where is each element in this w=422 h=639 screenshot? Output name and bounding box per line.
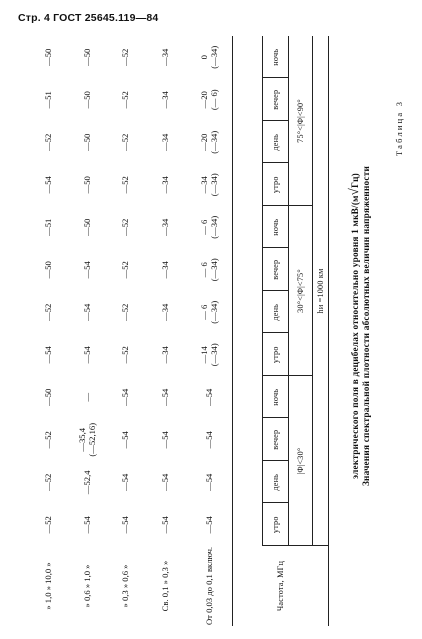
table-cell: —54 [43, 176, 53, 194]
table-cell: —34 [160, 176, 170, 194]
table-cell: —54 [120, 388, 130, 406]
table-cell: —52 [120, 91, 130, 109]
table-cell: —14 (—34) [199, 343, 219, 367]
page-header: Стр. 4 ГОСТ 25645.119—84 [18, 12, 159, 24]
frequency-row-label: От 0,03 до 0,1 включ. [204, 546, 214, 626]
table-cell: —52 [43, 473, 53, 491]
table-cell: —52 [43, 431, 53, 449]
table-cell: —54 [82, 261, 92, 279]
table-cell: —50 [82, 176, 92, 194]
table-cell: —51 [43, 218, 53, 236]
time-header-вечер: вечер [270, 89, 280, 110]
table-cell: —34 [160, 48, 170, 66]
table-cell: —54 [120, 431, 130, 449]
table-cell: —52 [120, 48, 130, 66]
table-cell: —52 [120, 261, 130, 279]
table-cell: —54 [160, 388, 170, 406]
altitude-header: hи =1000 км [315, 268, 325, 314]
table-cell: —52 [120, 133, 130, 151]
table-cell: —54 [204, 473, 214, 491]
table-cell: —54 [43, 346, 53, 364]
rotated-table-page [6, 36, 410, 626]
table-cell: — [82, 392, 92, 402]
time-header-утро: утро [270, 516, 280, 534]
table-cell: —54 [204, 388, 214, 406]
table-cell: —34 [160, 218, 170, 236]
time-header-вечер: вечер [270, 259, 280, 280]
table-cell: — 6 (—34) [199, 215, 219, 239]
table-cell: —50 [82, 48, 92, 66]
frequency-header: Частота, МГц [275, 560, 285, 612]
table-cell: —50 [43, 261, 53, 279]
table-cell: —54 [204, 516, 214, 534]
table-cell: —50 [43, 48, 53, 66]
table-cell: —34 [160, 346, 170, 364]
table-cell: —34 (—34) [199, 173, 219, 197]
table-caption-line-2 [346, 66, 362, 586]
time-header-день: день [270, 473, 280, 491]
table-cell: —34 [160, 91, 170, 109]
table-cell: —50 [43, 388, 53, 406]
table-cell: —34 [160, 261, 170, 279]
table-caption-line-1: Значения спектральной плотности абсолютных величин напряженности [362, 165, 372, 487]
table-cell: — 6 (—34) [199, 300, 219, 324]
time-header-утро: утро [270, 176, 280, 194]
table-cell: —50 [82, 218, 92, 236]
frequency-row-label: Св. 0,1 » 0,3 » [160, 560, 170, 612]
time-header-день: день [270, 303, 280, 321]
table-cell: —54 [120, 473, 130, 491]
table-cell: —34 [160, 133, 170, 151]
table-cell: —35,4 (—52,16) [77, 422, 97, 457]
table-cell: —52 [120, 218, 130, 236]
time-header-утро: утро [270, 346, 280, 364]
table-cell: —52 [120, 346, 130, 364]
table-cell: —20 (—34) [199, 130, 219, 154]
table-cell: —54 [82, 516, 92, 534]
frequency-row-label: » 0,6 » 1,0 » [82, 564, 92, 608]
table-top-rule [328, 36, 329, 626]
caption-root: √ [346, 188, 361, 196]
table-cell: —54 [82, 346, 92, 364]
time-header-ночь: ночь [270, 388, 280, 406]
table-header-rule [232, 36, 233, 626]
caption-prefix: электрического поля в децибелах относительно уровня 1 мкВ/(м [351, 195, 361, 479]
frequency-row-label: » 1,0 » 10,0 » [43, 562, 53, 610]
table-cell: —52,4 [82, 470, 92, 495]
table-cell: —52 [43, 516, 53, 534]
table-cell: —52 [120, 176, 130, 194]
latitude-group-3-header: 75°<|Φ|<90° [295, 99, 305, 143]
table-cell: —54 [204, 431, 214, 449]
table-cell: —20 (— 6) [199, 89, 219, 111]
table-cell: —52 [43, 133, 53, 151]
table-cell: —54 [160, 473, 170, 491]
frequency-row-label: » 0,3 » 0,6 » [120, 564, 130, 608]
table-cell: —50 [82, 91, 92, 109]
time-header-день: день [270, 133, 280, 151]
table-cell: —51 [43, 91, 53, 109]
table-cell: — 6 (—34) [199, 258, 219, 282]
table-cell: —54 [82, 303, 92, 321]
time-header-ночь: ночь [270, 48, 280, 66]
table-label: Таблица 3 [394, 99, 404, 156]
caption-suffix: Гц) [351, 173, 361, 188]
time-header-вечер: вечер [270, 429, 280, 450]
time-header-ночь: ночь [270, 218, 280, 236]
latitude-group-2-header: 30°<|Φ|<75° [295, 269, 305, 313]
table-cell: —54 [160, 516, 170, 534]
table-cell: —54 [120, 516, 130, 534]
table-cell: —34 [160, 303, 170, 321]
table-cell: —50 [82, 133, 92, 151]
table-cell: —54 [160, 431, 170, 449]
latitude-group-1-header: |Φ|<30° [295, 447, 305, 475]
table-cell: 0 (—34) [199, 45, 219, 69]
table-cell: —52 [120, 303, 130, 321]
table-cell: —52 [43, 303, 53, 321]
